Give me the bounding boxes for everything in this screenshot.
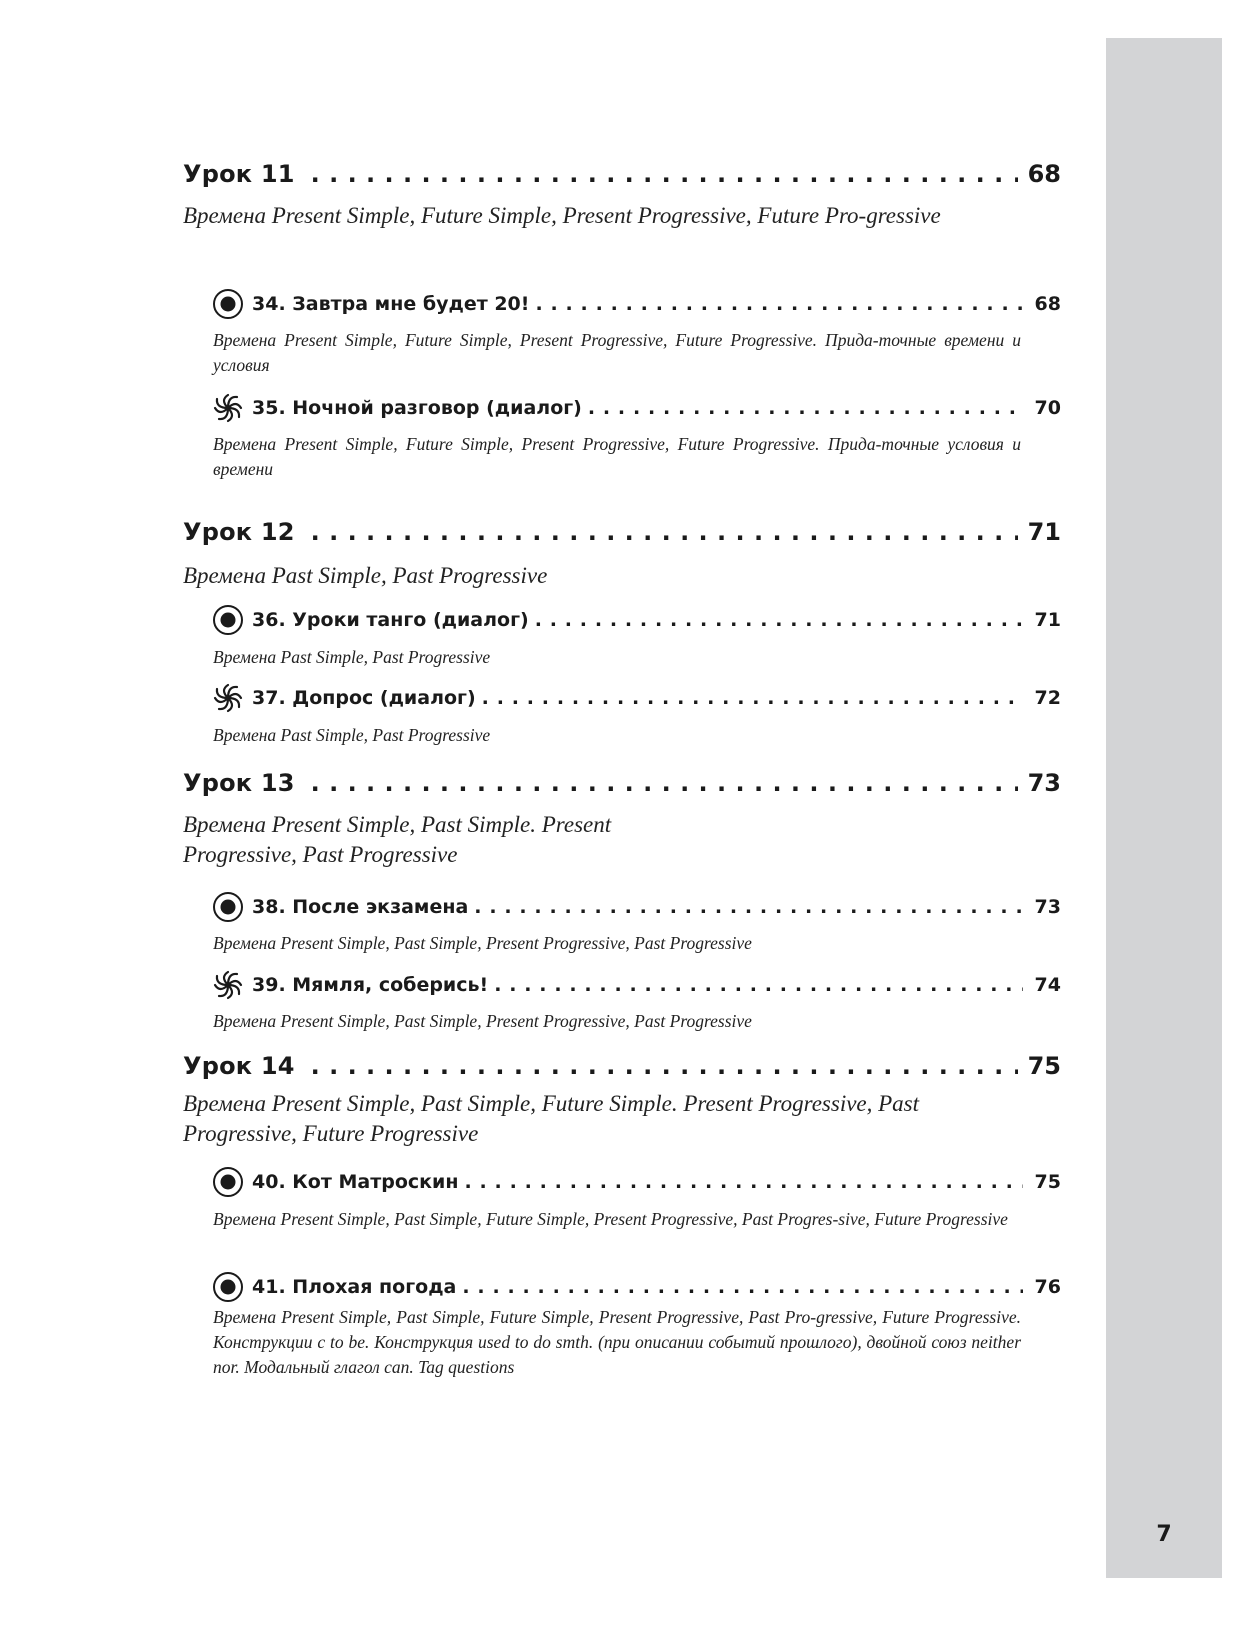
item-description: Времена Present Simple, Past Simple, Future Simple, Present Progressive, Past Pro-gressive, Future Progressive. Конструкции с to be. Конструкция used to do smth. (при описании событий прошлого), двойной союз neither nor. Модальный глагол can. Tag questions (213, 1307, 1021, 1377)
lesson-page: 71 (1027, 518, 1061, 546)
item-description: Времена Past Simple, Past Progressive (213, 725, 491, 745)
item-title: 38. После экзамена (252, 896, 469, 918)
audio-disc-icon (212, 288, 244, 320)
lesson-page: 73 (1027, 769, 1061, 797)
leader-dots (464, 1171, 1022, 1193)
leader-dots (311, 769, 1018, 797)
item-title: 37. Допрос (диалог) (252, 687, 476, 709)
audio-disc-icon (212, 1166, 244, 1198)
item-title: 41. Плохая погода (252, 1276, 457, 1298)
item-title: 34. Завтра мне будет 20! (252, 293, 530, 315)
toc-item[interactable] (212, 288, 1061, 320)
leader-dots (474, 896, 1022, 918)
item-description: Времена Present Simple, Past Simple, Future Simple, Present Progressive, Past Progres-sive, Future Progressive (213, 1209, 1008, 1229)
lesson-title: Урок 12 (183, 518, 295, 546)
item-title: 36. Уроки танго (диалог) (252, 609, 529, 631)
lesson-title: Урок 11 (183, 160, 295, 188)
item-description: Времена Present Simple, Past Simple, Present Progressive, Past Progressive (213, 1011, 752, 1031)
audio-disc-icon (212, 1271, 244, 1303)
item-page: 68 (1034, 293, 1061, 315)
spiral-exercise-icon (212, 392, 244, 424)
item-title: 39. Мямля, соберись! (252, 974, 489, 996)
toc-item[interactable] (212, 969, 1061, 1001)
leader-dots (535, 609, 1023, 631)
leader-dots (588, 397, 1023, 419)
toc-item[interactable] (212, 1166, 1061, 1198)
toc-item[interactable] (212, 392, 1061, 424)
leader-dots (311, 160, 1018, 188)
item-title: 40. Кот Матроскин (252, 1171, 459, 1193)
spiral-exercise-icon (212, 682, 244, 714)
toc-item[interactable] (212, 604, 1061, 636)
leader-dots (535, 293, 1022, 315)
lesson-description: Времена Present Simple, Future Simple, Present Progressive, Future Pro-gressive (183, 203, 941, 228)
item-title: 35. Ночной разговор (диалог) (252, 397, 582, 419)
page-number: 7 (1156, 1522, 1172, 1547)
toc-item[interactable] (212, 891, 1061, 923)
leader-dots (462, 1276, 1022, 1298)
lesson-description: Времена Past Simple, Past Progressive (183, 563, 548, 588)
item-description: Времена Present Simple, Future Simple, Present Progressive, Future Progressive. Прида-точные времени и условия (213, 330, 1021, 375)
leader-dots (311, 1052, 1018, 1080)
leader-dots (311, 518, 1018, 546)
lesson-row[interactable] (183, 518, 1061, 546)
item-page: 71 (1034, 609, 1061, 631)
item-page: 73 (1034, 896, 1061, 918)
audio-disc-icon (212, 604, 244, 636)
lesson-row[interactable] (183, 769, 1061, 797)
item-page: 75 (1034, 1171, 1061, 1193)
toc-item[interactable] (212, 682, 1061, 714)
lesson-page: 68 (1027, 160, 1061, 188)
item-page: 74 (1034, 974, 1061, 996)
toc-item[interactable] (212, 1271, 1061, 1303)
lesson-description: Времена Present Simple, Past Simple, Future Simple. Present Progressive, Past Progressive, Future Progressive (183, 1091, 920, 1146)
lesson-description: Времена Present Simple, Past Simple. Present Progressive, Past Progressive (183, 812, 612, 867)
item-page: 72 (1034, 687, 1061, 709)
lesson-title: Урок 13 (183, 769, 295, 797)
lesson-title: Урок 14 (183, 1052, 295, 1080)
lesson-row[interactable] (183, 160, 1061, 188)
lesson-page: 75 (1027, 1052, 1061, 1080)
side-strip (1106, 38, 1222, 1578)
leader-dots (494, 974, 1022, 996)
spiral-exercise-icon (212, 969, 244, 1001)
item-description: Времена Past Simple, Past Progressive (213, 647, 491, 667)
item-description: Времена Present Simple, Future Simple, Present Progressive, Future Progressive. Прида-точные условия и времени (213, 434, 1021, 479)
leader-dots (482, 687, 1023, 709)
item-description: Времена Present Simple, Past Simple, Present Progressive, Past Progressive (213, 933, 752, 953)
lesson-row[interactable] (183, 1052, 1061, 1080)
audio-disc-icon (212, 891, 244, 923)
item-page: 70 (1034, 397, 1061, 419)
item-page: 76 (1034, 1276, 1061, 1298)
